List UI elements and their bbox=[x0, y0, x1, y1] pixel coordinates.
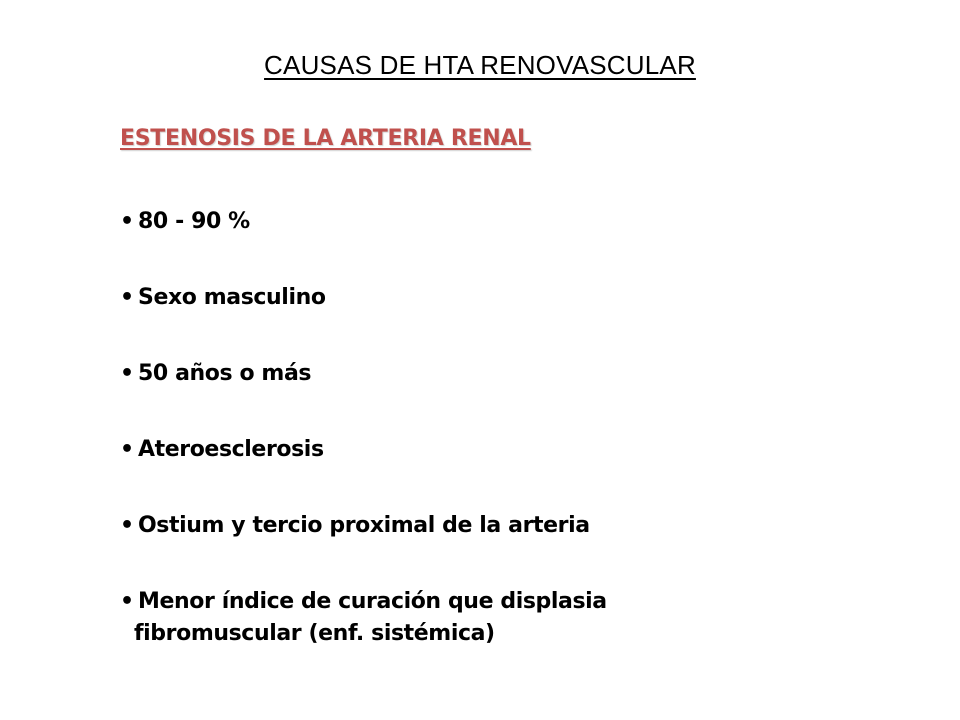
bullet-text-continuation: fibromuscular (enf. sistémica) bbox=[134, 621, 495, 646]
bullet-text: 80 - 90 % bbox=[138, 209, 250, 234]
bullet-text: Ateroesclerosis bbox=[138, 437, 324, 462]
bullet-item bbox=[120, 510, 607, 586]
bullet-item bbox=[120, 358, 607, 434]
bullet-text: 50 años o más bbox=[138, 361, 312, 386]
bullet-dot-icon: • bbox=[120, 513, 134, 538]
bullet-dot-icon: • bbox=[120, 589, 134, 614]
bullet-text: Menor índice de curación que displasia bbox=[138, 589, 607, 614]
bullet-text: Ostium y tercio proximal de la arteria bbox=[138, 513, 590, 538]
bullet-dot-icon: • bbox=[120, 361, 134, 386]
bullet-dot-icon: • bbox=[120, 437, 134, 462]
bullet-list bbox=[120, 206, 607, 650]
bullet-item bbox=[120, 586, 607, 650]
bullet-dot-icon: • bbox=[120, 285, 134, 310]
bullet-item bbox=[120, 434, 607, 510]
slide-title: CAUSAS DE HTA RENOVASCULAR bbox=[264, 50, 696, 80]
bullet-item bbox=[120, 206, 607, 282]
bullet-dot-icon: • bbox=[120, 209, 134, 234]
bullet-item bbox=[120, 282, 607, 358]
bullet-text: Sexo masculino bbox=[138, 285, 326, 310]
slide-subtitle: ESTENOSIS DE LA ARTERIA RENAL bbox=[120, 126, 531, 151]
